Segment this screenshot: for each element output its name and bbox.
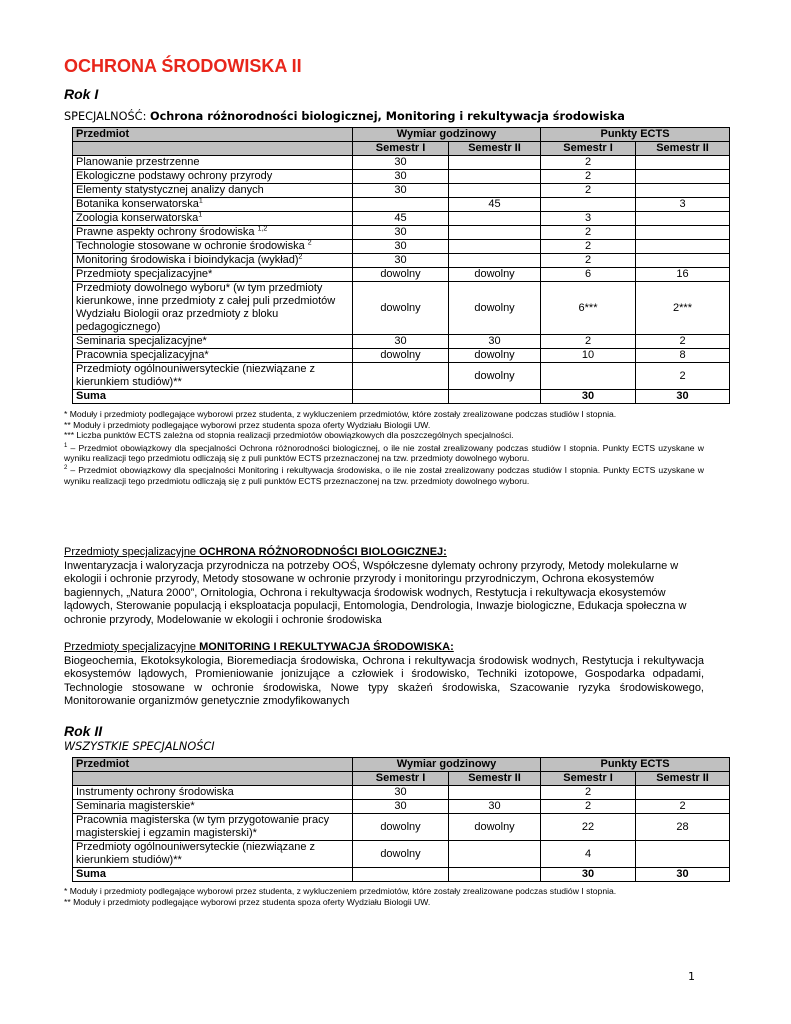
hours-sem2: 45 <box>449 198 541 212</box>
footnote-star: * Moduły i przedmioty podlegające wyborowi przez studenta, z wykluczeniem przedmiotów, które zostały zrealizowane podczas studiów I stopnia. <box>64 886 617 896</box>
footnote-1: $^1$ – Przedmiot obowiązkowy dla specjalności Ochrona różnorodności biologicznej, o ile nie został zrealizowany podczas studiów I stopnia. Punkty ECTS uzyskane w wyniku realizacji tego przedmiotu odliczają się z puli punktów ECTS przeznaczonej na tzw. przedmioty dowolnego wyboru. <box>64 442 704 463</box>
table-row <box>73 335 730 349</box>
ects-sem1: 10 <box>541 349 636 363</box>
footnote-triple-star: *** Liczba punktów ECTS zależna od stopnia realizacji przedmiotów obowiązkowych dla poszczególnych specjalności. <box>64 430 514 440</box>
hours-sem1: 30 <box>353 184 449 198</box>
subject-name: Technologie stosowane w ochronie środowiska $^2$ <box>73 240 353 254</box>
hours-sem1: 30 <box>353 156 449 170</box>
header-ects: Punkty ECTS <box>541 128 730 142</box>
hours-sem1: 45 <box>353 212 449 226</box>
subject-name: Monitoring środowiska i bioindykacja (wykład)$^2$ <box>73 254 353 268</box>
ects-sem2 <box>636 212 730 226</box>
table-row <box>73 841 730 868</box>
ects-sem1 <box>541 363 636 390</box>
ects-sem1: 6*** <box>541 282 636 335</box>
footnote-mark: 1 <box>198 211 203 219</box>
subject-name: Przedmioty ogólnouniwersyteckie (niezwiązane z kierunkiem studiów)** <box>73 841 353 868</box>
table-row <box>73 814 730 841</box>
subject-name: Botanika konserwatorska$^1$ <box>73 198 353 212</box>
table-row <box>73 268 730 282</box>
header-hours-sem2: Semestr II <box>449 772 541 786</box>
sum-label: Suma <box>73 868 353 882</box>
header-ects-sem2: Semestr II <box>636 772 730 786</box>
ects-sem2 <box>636 226 730 240</box>
specialization-prefix: SPECJALNOŚĆ: <box>64 110 150 123</box>
ects-sem1: 6 <box>541 268 636 282</box>
hours-sem1: 30 <box>353 800 449 814</box>
hours-sem2: dowolny <box>449 363 541 390</box>
table-row <box>73 240 730 254</box>
table-sum-row <box>73 868 730 882</box>
monitoring-heading: Przedmioty specjalizacyjne MONITORING I REKULTYWACJA ŚRODOWISKA: <box>64 641 454 653</box>
hours-sem2 <box>449 212 541 226</box>
bio-specialization-section <box>64 546 704 628</box>
table-row <box>73 170 730 184</box>
hours-sem1: dowolny <box>353 814 449 841</box>
ects-sem2: 28 <box>636 814 730 841</box>
footnote-star: * Moduły i przedmioty podlegające wyborowi przez studenta, z wykluczeniem przedmiotów, które zostały zrealizowane podczas studiów I stopnia. <box>64 409 617 419</box>
subject-name: Przedmioty specjalizacyjne* <box>73 268 353 282</box>
page-number: 1 <box>688 970 695 983</box>
header-ects-sem2: Semestr II <box>636 142 730 156</box>
ects-sem2 <box>636 841 730 868</box>
hours-sem2: dowolny <box>449 349 541 363</box>
table-row <box>73 282 730 335</box>
hours-sem2: dowolny <box>449 814 541 841</box>
sum-ects-sem1: 30 <box>541 390 636 404</box>
footnote-mark: 1,2 <box>257 225 268 233</box>
year-2-footnotes <box>64 886 704 907</box>
header-ects: Punkty ECTS <box>541 758 730 772</box>
table-row <box>73 226 730 240</box>
hours-sem2 <box>449 156 541 170</box>
hours-sem1 <box>353 198 449 212</box>
header-subject: Przedmiot <box>73 128 353 142</box>
year-1-footnotes <box>64 409 704 486</box>
subject-name: Pracownia magisterska (w tym przygotowanie pracy magisterskiej i egzamin magisterski)* <box>73 814 353 841</box>
year-1-table <box>72 127 730 404</box>
hours-sem1: dowolny <box>353 349 449 363</box>
footnote-mark: 2 <box>307 239 312 247</box>
subject-name: Elementy statystycznej analizy danych <box>73 184 353 198</box>
table-row <box>73 212 730 226</box>
hours-sem2 <box>449 254 541 268</box>
subject-name: Seminaria specjalizacyjne* <box>73 335 353 349</box>
ects-sem2: 2 <box>636 800 730 814</box>
hours-sem1 <box>353 363 449 390</box>
hours-sem1: 30 <box>353 240 449 254</box>
hours-sem1: dowolny <box>353 268 449 282</box>
sum-label: Suma <box>73 390 353 404</box>
ects-sem1: 2 <box>541 156 636 170</box>
ects-sem1: 2 <box>541 800 636 814</box>
subject-name: Instrumenty ochrony środowiska <box>73 786 353 800</box>
table-subheader-row <box>73 142 730 156</box>
ects-sem2 <box>636 786 730 800</box>
hours-sem1: 30 <box>353 226 449 240</box>
table-row <box>73 156 730 170</box>
table-row <box>73 349 730 363</box>
table-sum-row <box>73 390 730 404</box>
page-title: OCHRONA ŚRODOWISKA II <box>64 56 302 76</box>
hours-sem1: 30 <box>353 170 449 184</box>
table-subheader-row <box>73 772 730 786</box>
table-row <box>73 786 730 800</box>
ects-sem1: 2 <box>541 786 636 800</box>
ects-sem1 <box>541 198 636 212</box>
subject-name: Planowanie przestrzenne <box>73 156 353 170</box>
ects-sem2: 3 <box>636 198 730 212</box>
hours-sem1: 30 <box>353 786 449 800</box>
table-header-row <box>73 758 730 772</box>
header-hours: Wymiar godzinowy <box>353 758 541 772</box>
table-row <box>73 254 730 268</box>
subject-name: Pracownia specjalizacyjna* <box>73 349 353 363</box>
year-2-specialization: WSZYSTKIE SPECJALNOŚCI <box>64 740 215 753</box>
hours-sem1: 30 <box>353 335 449 349</box>
table-row <box>73 363 730 390</box>
ects-sem2: 2*** <box>636 282 730 335</box>
hours-sem2: 30 <box>449 800 541 814</box>
ects-sem1: 2 <box>541 226 636 240</box>
ects-sem2 <box>636 170 730 184</box>
ects-sem2: 2 <box>636 363 730 390</box>
hours-sem2 <box>449 786 541 800</box>
hours-sem2 <box>449 170 541 184</box>
hours-sem2: dowolny <box>449 282 541 335</box>
footnote-double-star: ** Moduły i przedmioty podlegające wyborowi przez studenta spoza oferty Wydziału Biologii UW. <box>64 896 431 907</box>
ects-sem1: 2 <box>541 240 636 254</box>
hours-sem2: dowolny <box>449 268 541 282</box>
table-row <box>73 184 730 198</box>
ects-sem2 <box>636 240 730 254</box>
year-2-heading: Rok II <box>64 723 103 739</box>
ects-sem2 <box>636 184 730 198</box>
header-hours-sem1: Semestr I <box>353 142 449 156</box>
ects-sem1: 2 <box>541 184 636 198</box>
ects-sem2: 8 <box>636 349 730 363</box>
footnote-2: $^2$ – Przedmiot obowiązkowy dla specjalności Monitoring i rekultywacja środowiska, o ile nie został zrealizowany podczas studiów I stopnia. Punkty ECTS uzyskane w wyniku realizacji tego przedmiotu odliczają się z puli punktów ECTS przeznaczonej na tzw. przedmioty dowolnego wyboru. <box>64 465 704 486</box>
table-row <box>73 800 730 814</box>
specialization-name: Ochrona różnorodności biologicznej, Monitoring i rekultywacja środowiska <box>149 110 625 123</box>
year-2-table <box>72 757 730 882</box>
hours-sem2: 30 <box>449 335 541 349</box>
ects-sem1: 3 <box>541 212 636 226</box>
subject-name: Seminaria magisterskie* <box>73 800 353 814</box>
ects-sem2: 16 <box>636 268 730 282</box>
header-hours-sem1: Semestr I <box>353 772 449 786</box>
hours-sem1: dowolny <box>353 841 449 868</box>
hours-sem2 <box>449 240 541 254</box>
table-header-row <box>73 128 730 142</box>
subject-name: Ekologiczne podstawy ochrony przyrody <box>73 170 353 184</box>
year-1-heading: Rok I <box>64 86 99 102</box>
ects-sem2: 2 <box>636 335 730 349</box>
footnote-double-star: ** Moduły i przedmioty podlegające wyborowi przez studenta spoza oferty Wydziału Biologii UW. <box>64 419 431 430</box>
monitoring-course-list: Biogeochemia, Ekotoksykologia, Bioremediacja środowiska, Ochrona i rekultywacja środowisk wodnych, Restytucja i rekultywacja ekosystemów lądowych, Promieniowanie jonizujące a człowiek i środowisko, Techniki izotopowe, Gospodarka odpadami, Technologie stosowane w ochronie środowiska, Nowe typy skażeń środowiska, Szacowanie ryzyka środowiskowego, Monitorowanie organizmów genetycznie zmodyfikowanych <box>64 654 704 708</box>
hours-sem2 <box>449 226 541 240</box>
ects-sem2 <box>636 254 730 268</box>
ects-sem2 <box>636 156 730 170</box>
header-ects-sem1: Semestr I <box>541 142 636 156</box>
subject-name: Przedmioty ogólnouniwersyteckie (niezwiązane z kierunkiem studiów)** <box>73 363 353 390</box>
footnote-mark: 1 <box>198 197 203 205</box>
hours-sem1: dowolny <box>353 282 449 335</box>
bio-heading: Przedmioty specjalizacyjne OCHRONA RÓŻNORODNOŚCI BIOLOGICZNEJ: <box>64 546 447 558</box>
header-subject: Przedmiot <box>73 758 353 772</box>
subject-name: Zoologia konserwatorska$^1$ <box>73 212 353 226</box>
specialization-line <box>64 110 625 123</box>
sum-ects-sem2: 30 <box>636 868 730 882</box>
header-hours: Wymiar godzinowy <box>353 128 541 142</box>
subject-name: Prawne aspekty ochrony środowiska $^{1,2}$ <box>73 226 353 240</box>
footnote-mark: 2 <box>298 253 303 261</box>
ects-sem1: 2 <box>541 335 636 349</box>
ects-sem1: 2 <box>541 170 636 184</box>
hours-sem2 <box>449 841 541 868</box>
header-hours-sem2: Semestr II <box>449 142 541 156</box>
subject-name: Przedmioty dowolnego wyboru* (w tym przedmioty kierunkowe, inne przedmioty z całej puli przedmiotów Wydziału Biologii oraz przedmioty z bloku pedagogicznego) <box>73 282 353 335</box>
hours-sem2 <box>449 184 541 198</box>
sum-ects-sem1: 30 <box>541 868 636 882</box>
header-ects-sem1: Semestr I <box>541 772 636 786</box>
ects-sem1: 22 <box>541 814 636 841</box>
bio-course-list: Inwentaryzacja i waloryzacja przyrodnicza na potrzeby OOŚ, Współczesne dylematy ochrony przyrody, Metody molekularne w ekologii i ochronie przyrody, Metody stosowane w ochronie przyrody i monitoringu przyrodniczym, Ochrona ekosystemów bagiennych, „Natura 2000”, Ornitologia, Ochrona i rekultywacja środowisk wodnych, Restytucja i rekultywacja ekosystemów lądowych, Sterowanie populacją i eksploatacja populacji, Entomologia, Dendrologia, Inwazje biologiczne, Edukacja społeczna w ochronie przyrody, Modelowanie w ekologii i ochronie środowiska <box>64 559 687 626</box>
table-row <box>73 198 730 212</box>
ects-sem1: 2 <box>541 254 636 268</box>
ects-sem1: 4 <box>541 841 636 868</box>
hours-sem1: 30 <box>353 254 449 268</box>
monitoring-specialization-section <box>64 641 704 709</box>
sum-ects-sem2: 30 <box>636 390 730 404</box>
